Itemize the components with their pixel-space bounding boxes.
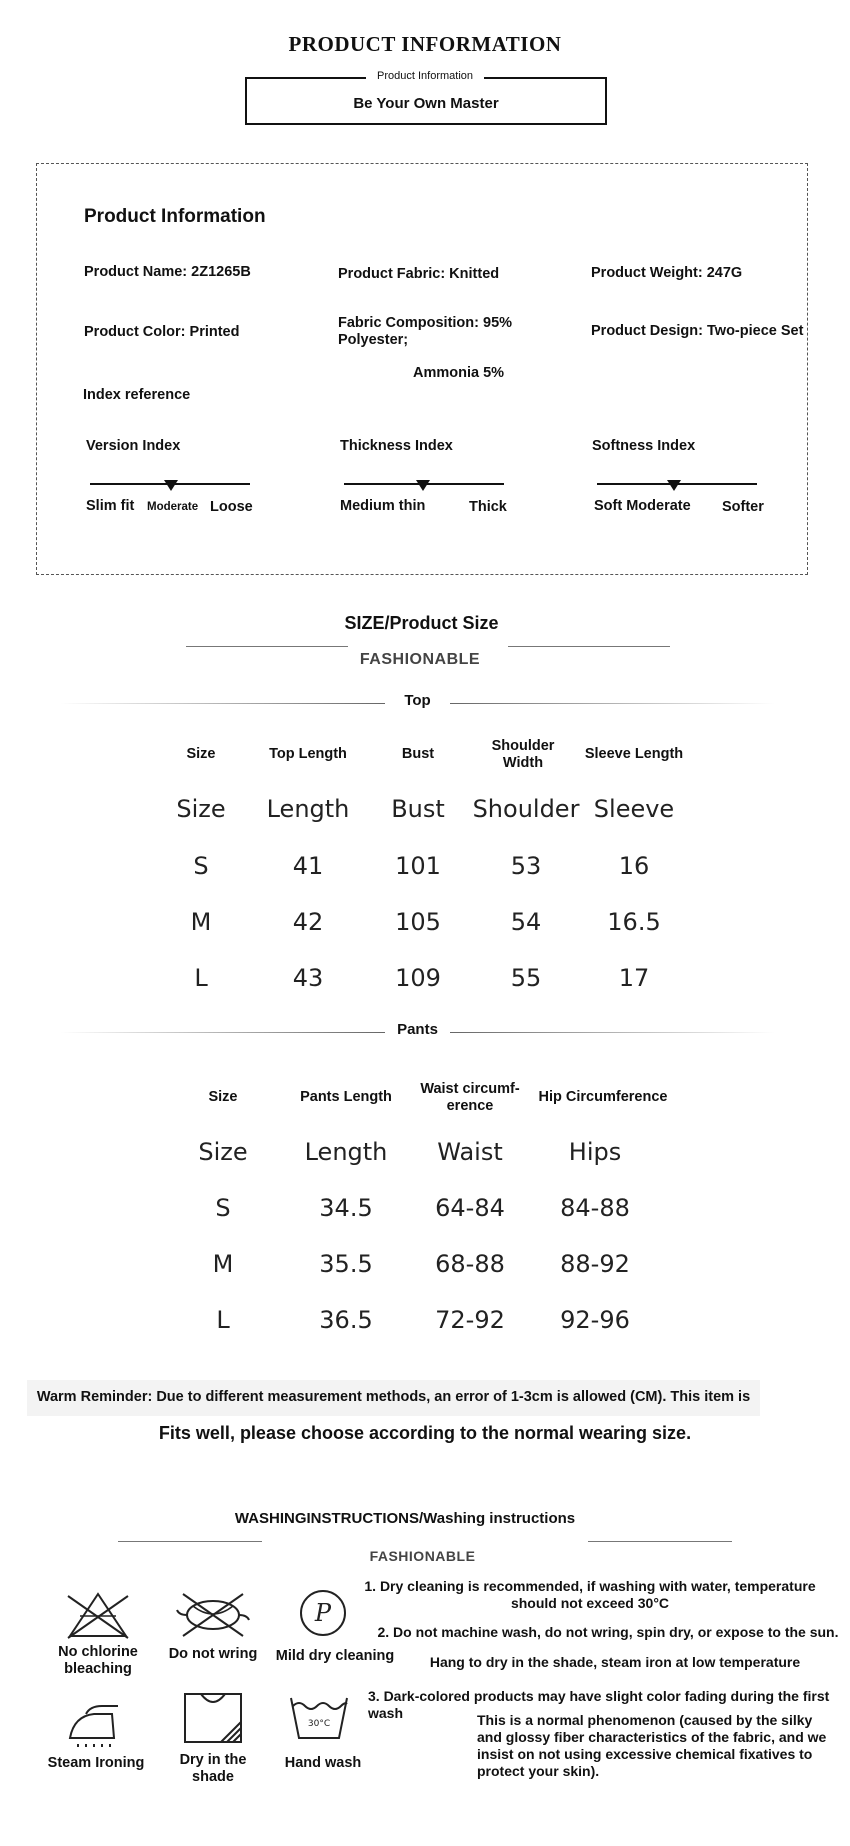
top-header-size: Size (186, 746, 216, 762)
table-row-cell: 16.5 (607, 908, 661, 936)
version-index-left: Slim fit (86, 498, 135, 514)
wash-note-3b: This is a normal phenomenon (caused by the silky and glossy fiber characteristics of the fabric, and we insist on not using excessive chemical fixatives to protect your skin). (477, 1712, 827, 1779)
top-header-sleeve: Sleeve Length (584, 746, 684, 762)
table-row-cell: 68-88 (435, 1250, 505, 1278)
wash-note-2b: Hang to dry in the shade, steam iron at low temperature (429, 1654, 801, 1670)
dry-clean-p-icon (298, 1588, 348, 1638)
info-heading: Product Information (84, 206, 266, 227)
pants-header-size: Size (208, 1089, 238, 1105)
shade-dry-icon (181, 1690, 245, 1748)
table-row-cell: L (194, 964, 208, 992)
banner-rule-right (484, 77, 605, 79)
top-header-bust: Bust (401, 746, 435, 762)
table-row-cell: 72-92 (435, 1306, 505, 1334)
dry-in-shade-label: Dry in the shade (179, 1752, 247, 1785)
hand-wash-temp: 30°C (307, 1719, 331, 1729)
table-row-cell: 88-92 (560, 1250, 630, 1278)
product-weight: Product Weight: 247G (591, 265, 743, 281)
hand-wash-label: Hand wash (284, 1755, 362, 1771)
softness-index-title: Softness Index (592, 438, 696, 454)
table-row-cell: M (212, 1250, 234, 1278)
product-fabric: Product Fabric: Knitted (338, 266, 500, 282)
table-row-cell: S (215, 1194, 231, 1222)
version-index-title: Version Index (86, 438, 181, 454)
table-row-cell: 53 (510, 852, 542, 880)
table-row-cell: 64-84 (435, 1194, 505, 1222)
pants-header-length: Pants Length (300, 1089, 392, 1105)
wash-note-2: 2. Do not machine wash, do not wring, spin dry, or expose to the sun. (377, 1624, 839, 1640)
top-subheader-length: Length (266, 795, 350, 823)
washing-rule-left (118, 1541, 262, 1542)
do-not-wring-icon (173, 1592, 253, 1638)
wash-note-3: 3. Dark-colored products may have slight color fading during the first wash (368, 1688, 830, 1721)
no-bleach-label: No chlorine bleaching (58, 1644, 138, 1677)
softness-index-right: Softer (722, 499, 764, 515)
top-divider-right (450, 703, 775, 704)
table-row-cell: 35.5 (319, 1250, 373, 1278)
softness-index-marker (667, 480, 681, 491)
table-row-cell: S (193, 852, 209, 880)
iron-icon (64, 1700, 126, 1748)
table-row-cell: 84-88 (560, 1194, 630, 1222)
pants-divider-right (450, 1032, 775, 1033)
washing-rule-right (588, 1541, 732, 1542)
top-subheader-size: Size (176, 795, 226, 823)
table-row-cell: 41 (292, 852, 324, 880)
table-row-cell: 17 (618, 964, 650, 992)
pants-header-hip: Hip Circumference (538, 1089, 668, 1105)
size-title-rule-left (186, 646, 348, 647)
thickness-index-title: Thickness Index (340, 438, 453, 454)
table-row-cell: 105 (395, 908, 441, 936)
top-subheader-bust: Bust (391, 795, 445, 823)
pants-divider-left (60, 1032, 385, 1033)
fabric-composition-line2: Polyester; (338, 332, 409, 348)
table-row-cell: 55 (510, 964, 542, 992)
version-index-mid: Moderate (147, 501, 199, 513)
table-row-cell: 42 (292, 908, 324, 936)
pants-divider-label: Pants (397, 1021, 438, 1038)
pants-header-waist: Waist circumf-erence (420, 1081, 520, 1114)
product-design: Product Design: Two-piece Set (591, 323, 804, 339)
fabric-composition-line3: Ammonia 5% (413, 365, 505, 381)
thickness-index-right: Thick (469, 499, 507, 515)
warm-reminder: Warm Reminder: Due to different measurement methods, an error of 1-3cm is allowed (CM). This item is (36, 1389, 751, 1405)
version-index-right: Loose (210, 499, 253, 515)
version-index-marker (164, 480, 178, 491)
banner-small-label: Product Information (377, 70, 473, 82)
washing-title: WASHINGINSTRUCTIONS/Washing instructions (234, 1510, 576, 1527)
top-subheader-sleeve: Sleeve (593, 795, 675, 823)
wash-note-1a: 1. Dry cleaning is recommended, if washing with water, temperature (364, 1578, 816, 1594)
top-divider-label: Top (404, 692, 431, 709)
table-row-cell: 16 (618, 852, 650, 880)
warm-reminder-fit: Fits well, please choose according to the normal wearing size. (158, 1423, 692, 1443)
product-color: Product Color: Printed (84, 324, 240, 340)
pants-subheader-waist: Waist (437, 1138, 503, 1166)
table-row-cell: M (190, 908, 212, 936)
table-row-cell: 43 (292, 964, 324, 992)
wash-note-1b: should not exceed 30°C (510, 1595, 670, 1611)
table-row-cell: L (216, 1306, 230, 1334)
top-subheader-shoulder: Shoulder (472, 795, 580, 823)
table-row-cell: 101 (395, 852, 441, 880)
page-title: PRODUCT INFORMATION (288, 32, 562, 56)
top-divider-left (60, 703, 385, 704)
pants-subheader-size: Size (198, 1138, 248, 1166)
hand-wash-icon (287, 1692, 351, 1744)
banner-slogan: Be Your Own Master (353, 95, 499, 112)
table-row-cell: 92-96 (560, 1306, 630, 1334)
mild-dry-clean-label: Mild dry cleaning (275, 1648, 395, 1664)
do-not-wring-label: Do not wring (168, 1646, 258, 1662)
thickness-index-marker (416, 480, 430, 491)
size-section-title: SIZE/Product Size (344, 613, 499, 633)
table-row-cell: 54 (510, 908, 542, 936)
size-title-rule-right (508, 646, 670, 647)
table-row-cell: 109 (395, 964, 441, 992)
pants-subheader-length: Length (304, 1138, 388, 1166)
pants-subheader-hips: Hips (568, 1138, 622, 1166)
size-subtitle: FASHIONABLE (359, 651, 481, 668)
table-row-cell: 36.5 (319, 1306, 373, 1334)
thickness-index-left: Medium thin (340, 498, 426, 514)
dry-clean-glyph: P (314, 1599, 332, 1627)
table-row-cell: 34.5 (319, 1194, 373, 1222)
steam-ironing-label: Steam Ironing (47, 1755, 145, 1771)
product-name: Product Name: 2Z1265B (84, 264, 251, 280)
washing-subtitle: FASHIONABLE (369, 1548, 476, 1564)
index-reference: Index reference (83, 387, 191, 403)
top-header-shoulder: Shoulder Width (491, 738, 555, 771)
top-header-length: Top Length (269, 746, 347, 762)
softness-index-left: Soft Moderate (594, 498, 691, 514)
banner-rule-left (245, 77, 366, 79)
fabric-composition-line1: Fabric Composition: 95% (338, 315, 513, 331)
no-bleach-icon (64, 1590, 132, 1640)
